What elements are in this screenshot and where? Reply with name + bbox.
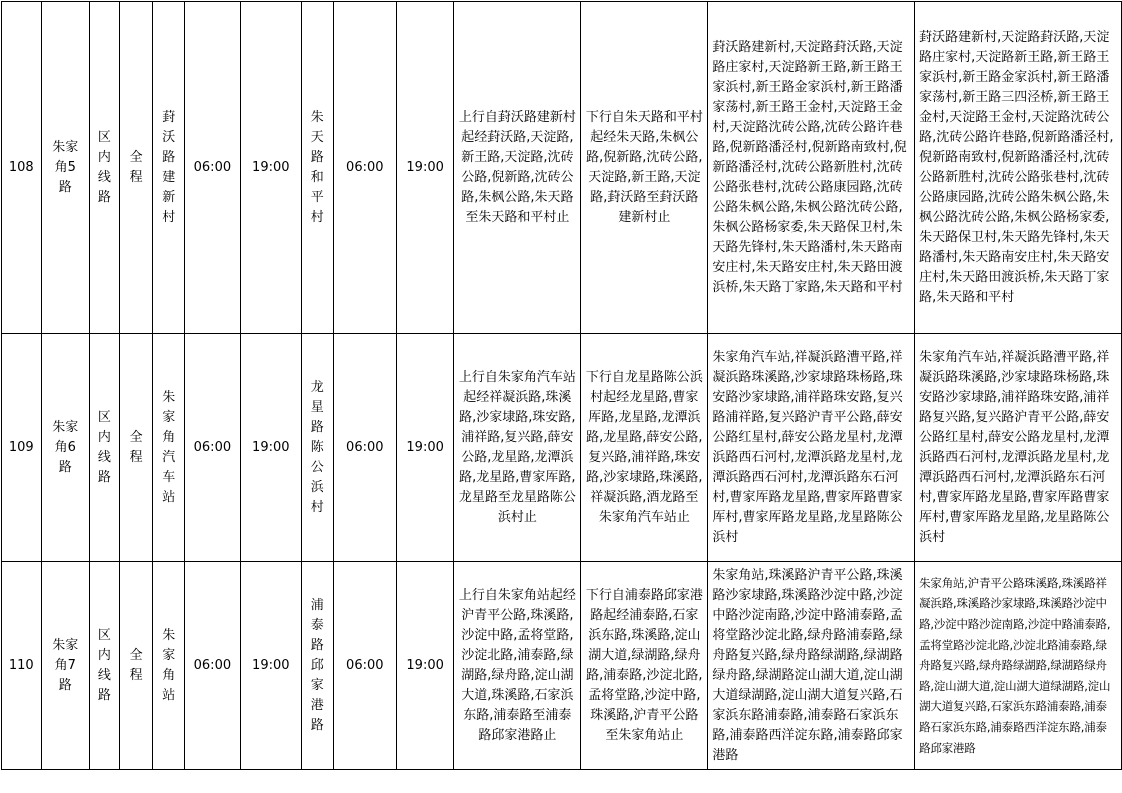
start-terminal: 朱家角汽车站 <box>153 334 185 562</box>
down-stops: 朱家角汽车站,祥凝浜路漕平路,祥凝浜路珠溪路,沙家埭路珠杨路,珠安路沙家埭路,浦祥路珠安路,浦祥路复兴路,复兴路沪青平公路,薛安公路红星村,薛安公路龙星村,龙潭浜路西石河村,龙潭浜路龙星村,龙潭浜路西石河村,龙潭浜路东石河村,曹家厍路龙星路,曹家厍路曹家厍村,曹家厍路龙星路,龙星路陈公浜村 <box>915 334 1122 562</box>
up-stops: 朱家角汽车站,祥凝浜路漕平路,祥凝浜路珠溪路,沙家埭路珠杨路,珠安路沙家埭路,浦祥路珠安路,复兴路浦祥路,复兴路沪青平公路,薛安公路红星村,薛安公路龙星村,龙潭浜路西石河村,龙潭浜路龙星村,龙潭浜路西石河村,龙潭浜路东石河村,曹家厍路龙星路,曹家厍路曹家厍村,曹家厍路龙星路,龙星路陈公浜村 <box>708 334 915 562</box>
end-last-bus: 19:00 <box>396 562 453 770</box>
down-stops: 葑沃路建新村,天淀路葑沃路,天淀路庄家村,天淀路新王路,新王路王家浜村,新王路金家浜村,新王路潘家荡村,新王路三四泾桥,新王路王金村,天淀路王金村,天淀路沈砖公路,沈砖公路许巷路,倪新路潘泾村,倪新路南致村,倪新路潘泾村,沈砖公路新胜村,沈砖公路张巷村,沈砖公路康园路,沈砖公路朱枫公路,朱枫公路沈砖公路,朱枫公路杨家委,朱天路保卫村,朱天路先锋村,朱天路潘村,朱天路南安庄村,朱天路安庄村,朱天路田渡浜桥,朱天路丁家路,朱天路和平村 <box>915 2 1122 334</box>
end-last-bus: 19:00 <box>396 2 453 334</box>
up-route-description: 上行自朱家角汽车站起经祥凝浜路,珠溪路,沙家埭路,珠安路,浦祥路,复兴路,薛安公路,龙星路,龙潭浜路,龙星路,曹家厍路,龙星路至龙星路陈公浜村止 <box>454 334 581 562</box>
up-route-description: 上行自朱家角站起经沪青平公路,珠溪路,沙淀中路,孟将堂路,沙淀北路,浦泰路,绿湖路,绿舟路,淀山湖大道,珠溪路,石家浜东路,浦泰路至浦泰路邱家港路止 <box>454 562 581 770</box>
route-type: 区内线路 <box>90 334 120 562</box>
start-terminal: 葑沃路建新村 <box>153 2 185 334</box>
table-row <box>2 562 1122 770</box>
down-route-description: 下行自朱天路和平村起经朱天路,朱枫公路,倪新路,沈砖公路,天淀路,新王路,天淀路,葑沃路至葑沃路建新村止 <box>581 2 708 334</box>
route-range: 全程 <box>119 562 153 770</box>
route-type: 区内线路 <box>90 562 120 770</box>
start-last-bus: 19:00 <box>240 562 301 770</box>
start-first-bus: 06:00 <box>185 2 241 334</box>
start-first-bus: 06:00 <box>185 334 241 562</box>
up-route-description: 上行自葑沃路建新村起经葑沃路,天淀路,新王路,天淀路,沈砖公路,倪新路,沈砖公路,朱枫公路,朱天路至朱天路和平村止 <box>454 2 581 334</box>
down-route-description: 下行自浦泰路邱家港路起经浦泰路,石家浜东路,珠溪路,淀山湖大道,绿湖路,绿舟路,浦泰路,沙淀北路,孟将堂路,沙淀中路,珠溪路,沪青平公路至朱家角站止 <box>581 562 708 770</box>
route-name: 朱家角7路 <box>41 562 89 770</box>
end-first-bus: 06:00 <box>333 2 396 334</box>
start-last-bus: 19:00 <box>240 334 301 562</box>
down-stops: 朱家角站,沪青平公路珠溪路,珠溪路祥凝浜路,珠溪路沙家埭路,珠溪路沙淀中路,沙淀中路沙淀南路,沙淀中路浦泰路,孟将堂路沙淀北路,沙淀北路浦泰路,绿舟路复兴路,绿舟路绿湖路,绿湖路绿舟路,淀山湖大道,淀山湖大道绿湖路,淀山湖大道复兴路,石家浜东路浦泰路,浦泰路石家浜东路,浦泰路西洋淀东路,浦泰路邱家港路 <box>915 562 1122 770</box>
up-stops: 朱家角站,珠溪路沪青平公路,珠溪路沙家埭路,珠溪路沙淀中路,沙淀中路沙淀南路,沙淀中路浦泰路,孟将堂路沙淀北路,绿舟路浦泰路,绿舟路复兴路,绿舟路绿湖路,绿湖路绿舟路,绿湖路淀山湖大道,淀山湖大道绿湖路,淀山湖大道复兴路,石家浜东路浦泰路,浦泰路石家浜东路,浦泰路西洋淀东路,浦泰路邱家港路 <box>708 562 915 770</box>
route-name: 朱家角5路 <box>41 2 89 334</box>
end-first-bus: 06:00 <box>333 334 396 562</box>
end-terminal: 龙星路陈公浜村 <box>301 334 333 562</box>
route-number: 108 <box>2 2 42 334</box>
table-row <box>2 2 1122 334</box>
route-number: 110 <box>2 562 42 770</box>
end-terminal: 朱天路和平村 <box>301 2 333 334</box>
route-number: 109 <box>2 334 42 562</box>
route-range: 全程 <box>119 334 153 562</box>
start-first-bus: 06:00 <box>185 562 241 770</box>
end-first-bus: 06:00 <box>333 562 396 770</box>
start-terminal: 朱家角站 <box>153 562 185 770</box>
end-terminal: 浦泰路邱家港路 <box>301 562 333 770</box>
start-last-bus: 19:00 <box>240 2 301 334</box>
route-range: 全程 <box>119 2 153 334</box>
bus-route-table <box>1 1 1122 770</box>
down-route-description: 下行自龙星路陈公浜村起经龙星路,曹家厍路,龙星路,龙潭浜路,龙星路,薛安公路,复兴路,浦祥路,珠安路,沙家埭路,珠溪路,祥凝浜路,酒龙路至朱家角汽车站止 <box>581 334 708 562</box>
route-type: 区内线路 <box>90 2 120 334</box>
table-row <box>2 334 1122 562</box>
route-name: 朱家角6路 <box>41 334 89 562</box>
up-stops: 葑沃路建新村,天淀路葑沃路,天淀路庄家村,天淀路新王路,新王路王家浜村,新王路金家浜村,新王路潘家荡村,新王路王金村,天淀路王金村,天淀路沈砖公路,沈砖公路许巷路,倪新路潘泾村,倪新路南致村,倪新路潘泾村,沈砖公路新胜村,沈砖公路张巷村,沈砖公路康园路,沈砖公路朱枫公路,朱枫公路沈砖公路,朱枫公路杨家委,朱天路保卫村,朱天路先锋村,朱天路潘村,朱天路南安庄村,朱天路安庄村,朱天路田渡浜桥,朱天路丁家路,朱天路和平村 <box>708 2 915 334</box>
end-last-bus: 19:00 <box>396 334 453 562</box>
